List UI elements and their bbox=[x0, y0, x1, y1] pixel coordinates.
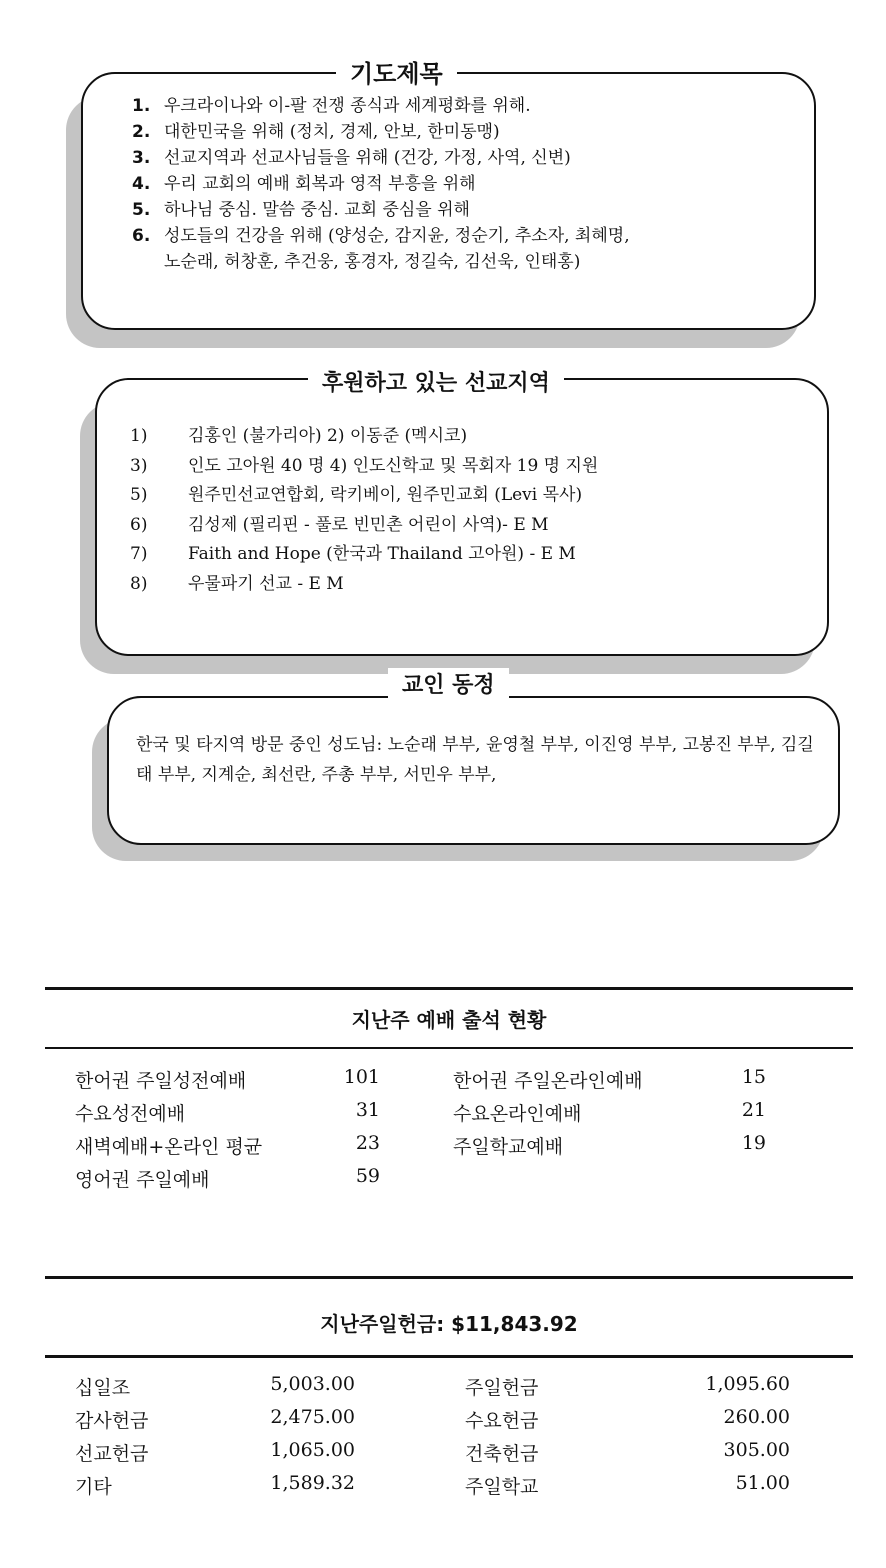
mission-item bbox=[130, 452, 810, 482]
mission-item bbox=[130, 481, 810, 511]
offering-row-label: 주일헌금 bbox=[465, 1377, 539, 1399]
mission-item-text: 김홍인 (불가리아) 2) 이동준 (멕시코) bbox=[188, 426, 468, 446]
mission-item-number: 7) bbox=[130, 544, 148, 564]
mission-item-number: 8) bbox=[130, 573, 148, 594]
attendance-row-label: 영어권 주일예배 bbox=[75, 1169, 210, 1191]
attendance-row-value: 31 bbox=[355, 1099, 380, 1121]
attendance-bottom-rule bbox=[45, 1047, 853, 1049]
offering-row-label: 기타 bbox=[75, 1476, 112, 1498]
prayer-item-text: 성도들의 건강을 위해 (양성순, 감지윤, 정순기, 추소자, 최혜명, bbox=[164, 226, 630, 246]
prayer-item-continuation: 노순래, 허창훈, 추건웅, 홍경자, 정길숙, 김선욱, 인태홍) bbox=[164, 252, 581, 272]
offering-row-value: 260.00 bbox=[723, 1406, 790, 1428]
news-title: 교인 동정 bbox=[388, 668, 509, 699]
offering-row-value: 1,065.00 bbox=[270, 1439, 355, 1461]
mission-item-text: 김성제 (필리핀 - 풀로 빈민촌 어린이 사역)- E M bbox=[188, 514, 549, 535]
prayer-item-text: 대한민국을 위해 (정치, 경제, 안보, 한미동맹) bbox=[164, 122, 500, 142]
attendance-row-label: 주일학교예배 bbox=[453, 1136, 564, 1158]
attendance-row-label: 한어권 주일온라인예배 bbox=[453, 1070, 643, 1092]
mission-item-text: 우물파기 선교 - E M bbox=[188, 573, 344, 594]
mission-item-number: 5) bbox=[130, 485, 148, 505]
attendance-row-value: 23 bbox=[355, 1132, 380, 1154]
prayer-item-number: 5. bbox=[132, 200, 151, 220]
mission-item-text: 인도 고아원 40 명 4) 인도신학교 및 목회자 19 명 지원 bbox=[188, 455, 599, 476]
offering-row-label: 십일조 bbox=[75, 1377, 131, 1399]
prayer-item-text: 하나님 중심. 말씀 중심. 교회 중심을 위해 bbox=[164, 200, 470, 220]
prayer-item-text: 선교지역과 선교사님들을 위해 (건강, 가정, 사역, 신변) bbox=[164, 148, 571, 168]
attendance-row-value: 21 bbox=[741, 1099, 766, 1121]
offering-row-label: 선교헌금 bbox=[75, 1443, 149, 1465]
offering-top-rule bbox=[45, 1276, 853, 1279]
offering-row-value: 305.00 bbox=[723, 1439, 790, 1461]
offering-title: 지난주일헌금: $11,843.92 bbox=[320, 1312, 578, 1336]
mission-item-text: Faith and Hope (한국과 Thailand 고아원) - E M bbox=[188, 544, 576, 564]
offering-row-value: 2,475.00 bbox=[270, 1406, 355, 1428]
attendance-row-value: 59 bbox=[355, 1165, 380, 1187]
missions-list bbox=[130, 422, 810, 599]
attendance-row-value: 15 bbox=[741, 1066, 766, 1088]
prayer-item bbox=[132, 119, 812, 145]
prayer-item bbox=[132, 171, 812, 197]
offering-row-label: 수요헌금 bbox=[465, 1410, 539, 1432]
prayer-item bbox=[132, 197, 812, 223]
offering-row-value: 51.00 bbox=[735, 1472, 790, 1494]
offering-row-label: 주일학교 bbox=[465, 1476, 539, 1498]
attendance-title: 지난주 예배 출석 현황 bbox=[351, 1008, 547, 1032]
attendance-row-label: 한어권 주일성전예배 bbox=[75, 1070, 247, 1092]
prayer-item-number: 2. bbox=[132, 122, 151, 142]
mission-item-number: 1) bbox=[130, 426, 148, 446]
mission-item bbox=[130, 540, 810, 570]
offering-row-label: 감사헌금 bbox=[75, 1410, 149, 1432]
offering-row-value: 5,003.00 bbox=[270, 1373, 355, 1395]
prayer-item bbox=[132, 145, 812, 171]
prayer-item-text: 우리 교회의 예배 회복과 영적 부흥을 위해 bbox=[164, 174, 476, 194]
prayer-item bbox=[132, 93, 812, 119]
mission-item bbox=[130, 511, 810, 541]
mission-item-number: 3) bbox=[130, 455, 148, 476]
attendance-row-value: 19 bbox=[741, 1132, 766, 1154]
prayer-list bbox=[132, 93, 812, 275]
prayer-item-text: 우크라이나와 이-팔 전쟁 종식과 세계평화를 위해. bbox=[164, 96, 531, 116]
attendance-top-rule bbox=[45, 987, 853, 990]
prayer-item-number: 4. bbox=[132, 174, 151, 194]
offering-row-label: 건축헌금 bbox=[465, 1443, 539, 1465]
mission-item bbox=[130, 570, 810, 600]
missions-title: 후원하고 있는 선교지역 bbox=[308, 366, 564, 397]
attendance-row-value: 101 bbox=[343, 1066, 380, 1088]
mission-item-number: 6) bbox=[130, 514, 148, 535]
mission-item-text: 원주민선교연합회, 락키베이, 원주민교회 (Levi 목사) bbox=[188, 485, 583, 505]
prayer-title: 기도제목 bbox=[336, 54, 457, 89]
mission-item bbox=[130, 422, 810, 452]
news-text: 한국 및 타지역 방문 중인 성도님: 노순래 부부, 윤영철 부부, 이진영 부부, 고봉진 부부, 김길태 부부, 지계순, 최선란, 주총 부부, 서민우 부부, bbox=[136, 735, 814, 785]
prayer-item-number: 3. bbox=[132, 148, 151, 168]
attendance-row-label: 수요온라인예배 bbox=[453, 1103, 582, 1125]
prayer-item bbox=[132, 223, 812, 249]
offering-row-value: 1,095.60 bbox=[705, 1373, 790, 1395]
attendance-row-label: 새벽예배+온라인 평균 bbox=[75, 1136, 263, 1158]
offering-row-value: 1,589.32 bbox=[270, 1472, 355, 1494]
prayer-item-number: 6. bbox=[132, 226, 151, 246]
prayer-item-number: 1. bbox=[132, 96, 151, 116]
offering-bottom-rule bbox=[45, 1355, 853, 1358]
attendance-row-label: 수요성전예배 bbox=[75, 1103, 186, 1125]
